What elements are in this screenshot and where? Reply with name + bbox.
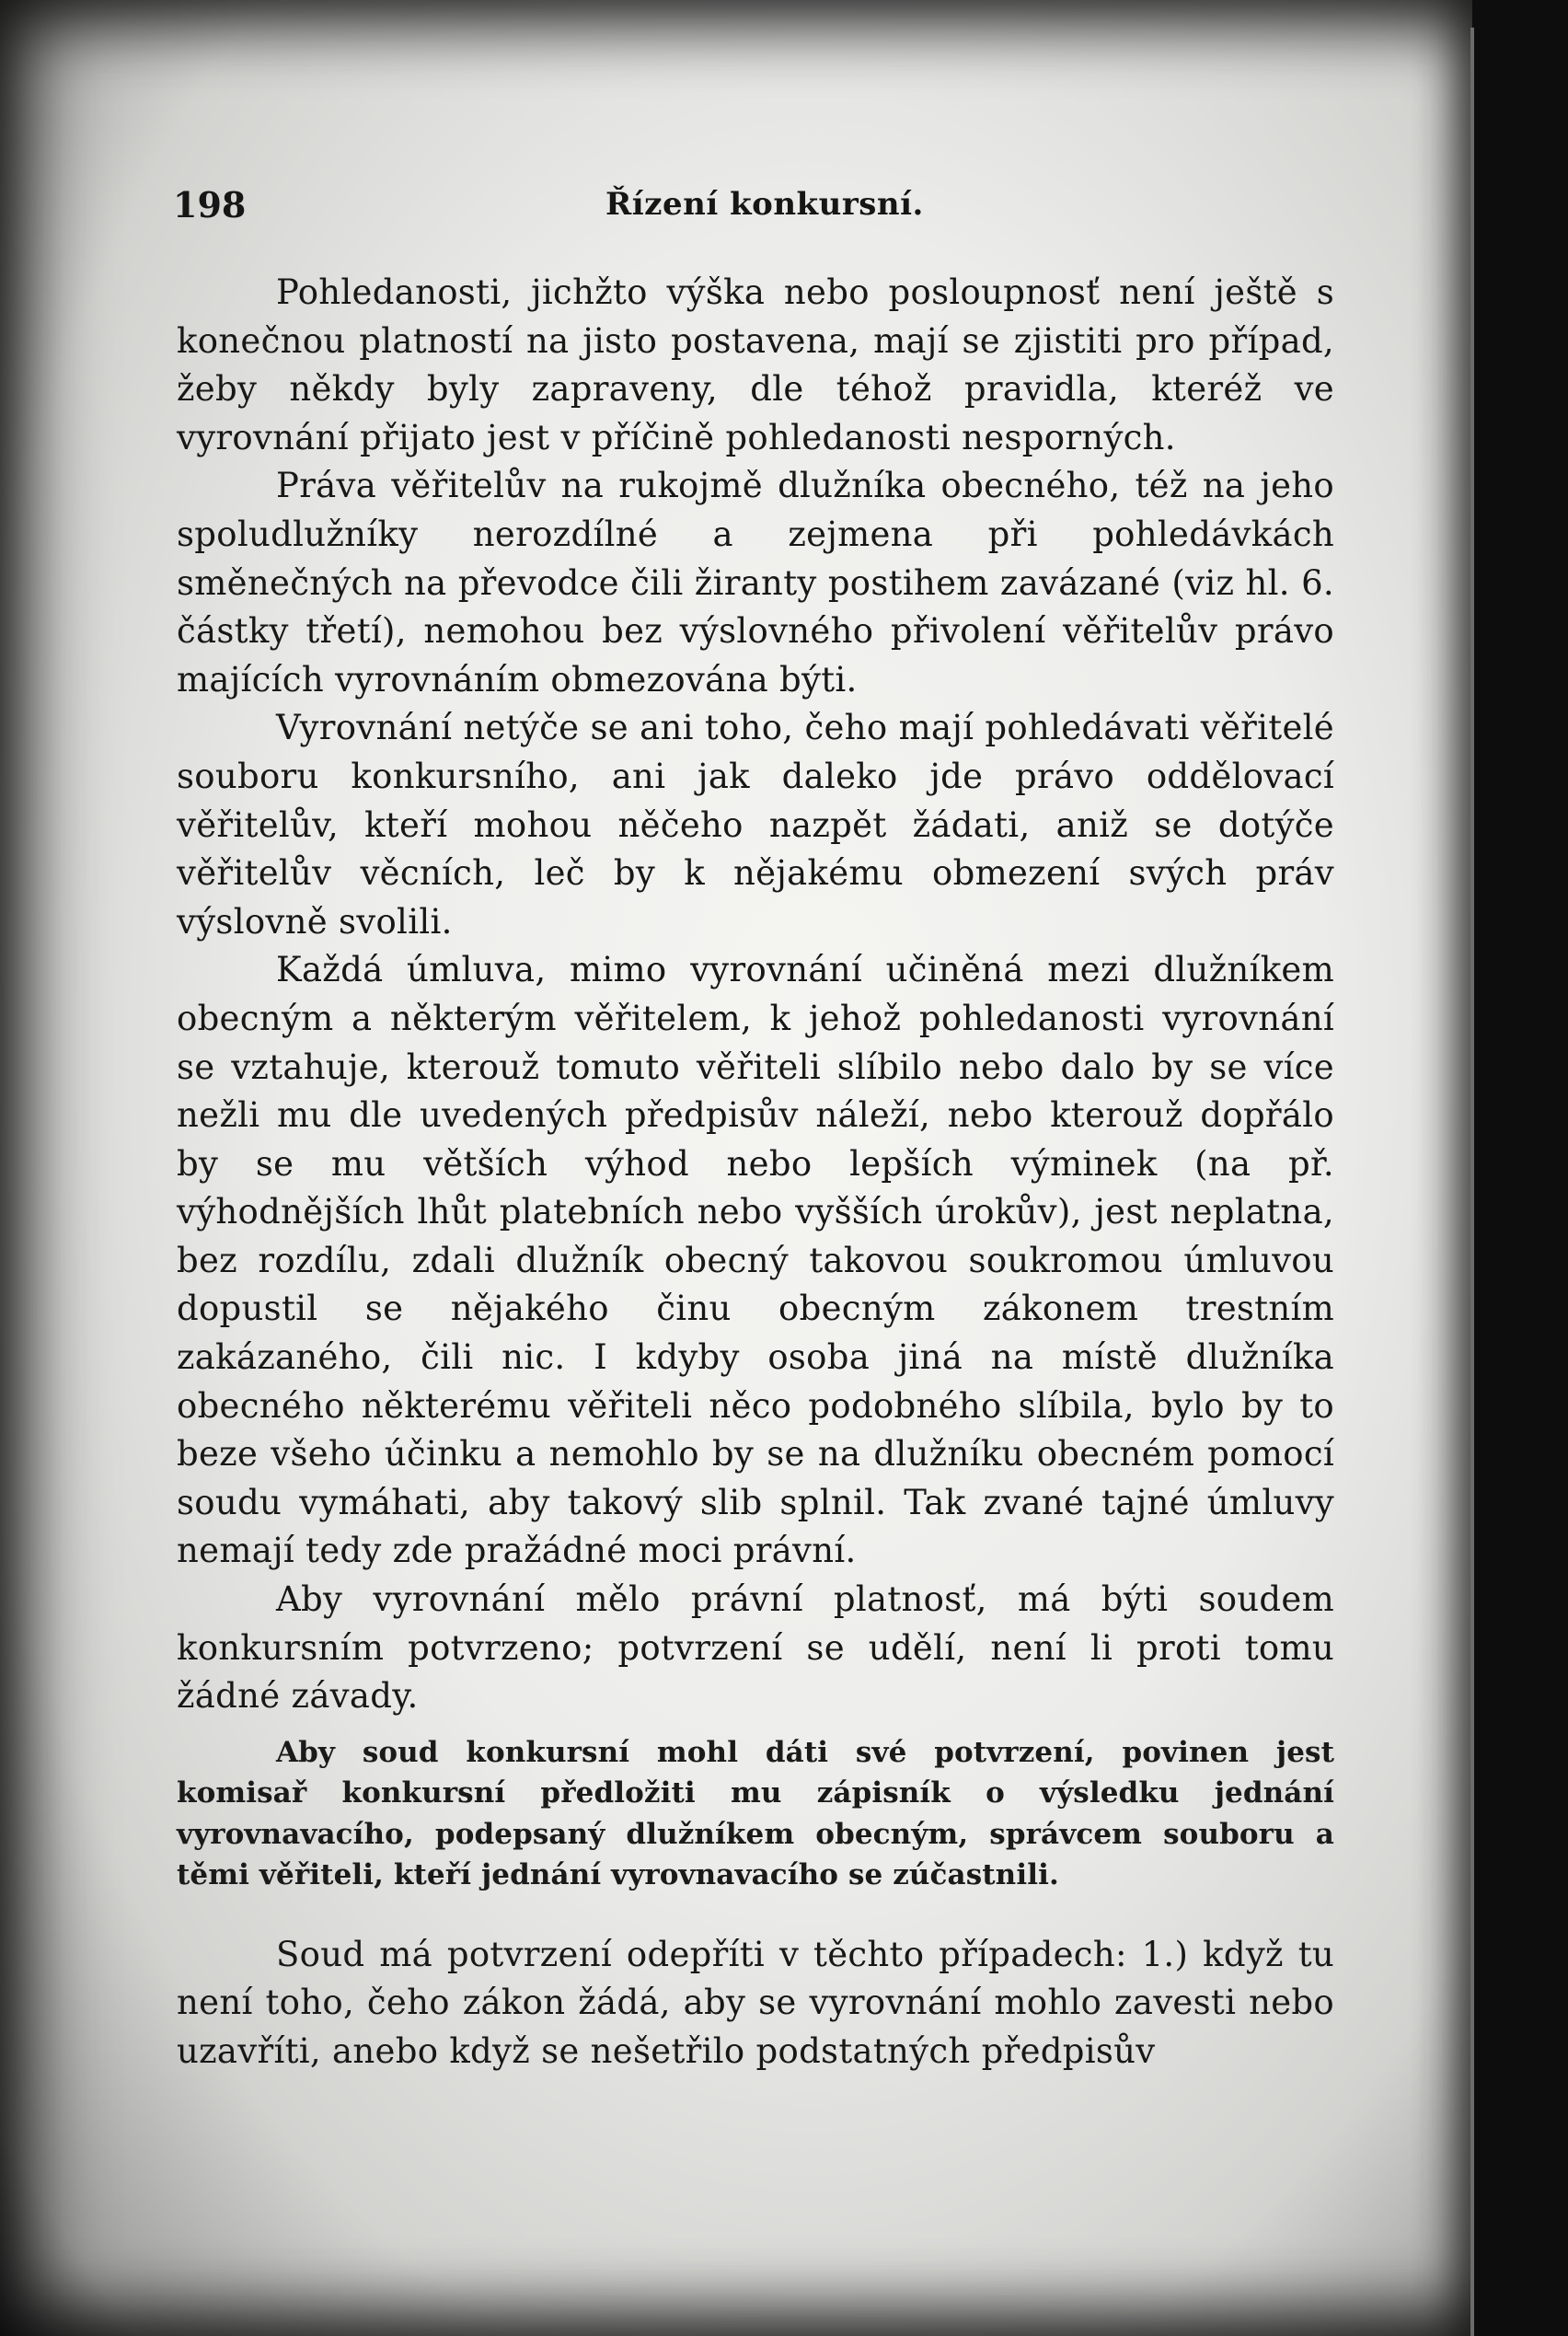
- page-edge-rule: [1470, 28, 1474, 2336]
- page-header: [173, 184, 1323, 230]
- note-small-print: Aby soud konkursní mohl dáti své potvrzení, povinen jest komisař konkursní předložiti mu zápisník o výsledku jednání vyrovnavacího, podepsaný dlužníkem obecným, správcem souboru a těmi věřiteli, kteří jednání vyrovnavacího se zúčastnili.: [177, 1735, 1334, 1892]
- paragraph-refusal-cases: Soud má potvrzení odepříti v těchto případech: 1.) když tu není toho, čeho zákon žádá, aby se vyrovnání mohlo zavesti nebo uzavříti, anebo když se nešetřilo podstatných předpisův: [177, 1934, 1334, 2071]
- paragraph-unsettled-claims: Pohledanosti, jichžto výška nebo posloupnosť není ještě s konečnou platností na jisto postavena, mají se zjistiti pro případ, žeby někdy byly zapraveny, dle téhož pravidla, kteréž ve vyrovnání přijato jest v příčině pohledanosti nesporných.: [177, 272, 1334, 457]
- paragraph-separation-rights: Vyrovnání netýče se ani toho, čeho mají pohledávati věřitelé souboru konkursního, ani jak daleko jde právo oddělovací věřitelův, kteří mohou něčeho nazpět žádati, aniž se dotýče věřitelův věcních, leč by k nějakému obmezení svých práv výslovně svolili.: [177, 708, 1334, 942]
- page-number: 198: [173, 184, 247, 226]
- paragraph-guarantor-rights: Práva věřitelův na rukojmě dlužníka obecného, též na jeho spoludlužníky nerozdílné a zejmena při pohledávkách směnečných na převodce čili žiranty postihem zavázané (viz hl. 6. částky třetí), nemohou bez výslovného přivolení věřitelův právo majících vyrovnáním obmezována býti.: [177, 466, 1334, 700]
- paragraph-court-confirmation: Aby vyrovnání mělo právní platnosť, má býti soudem konkursním potvrzeno; potvrzení se udělí, není li proti tomu žádné závady.: [177, 1579, 1334, 1717]
- paragraph-secret-agreements: Každá úmluva, mimo vyrovnání učiněná mezi dlužníkem obecným a některým věřitelem, k jehož pohledanosti vyrovnání se vztahuje, kterouž tomuto věřiteli slíbilo nebo dalo by se více nežli mu dle uvedených předpisův náleží, nebo kterouž dopřálo by se mu větších výhod nebo lepších výminek (na př. výhodnějších lhůt platebních nebo vyšších úrokův), jest neplatna, bez rozdílu, zdali dlužník obecný takovou soukromou úmluvou dopustil se nějakého činu obecným zákonem trestním zakázaného, čili nic. I kdyby osoba jiná na místě dlužníka obecného některému věřiteli něco podobného slíbila, bylo by to beze všeho účinku a nemohlo by se na dlužníku obecném pomocí soudu vymáhati, aby takový slib splnil. Tak zvané tajné úmluvy nemají tedy zde pražádné moci právní.: [177, 950, 1334, 1571]
- body-text: [177, 269, 1334, 2076]
- running-head: Řízení konkursní.: [605, 186, 924, 223]
